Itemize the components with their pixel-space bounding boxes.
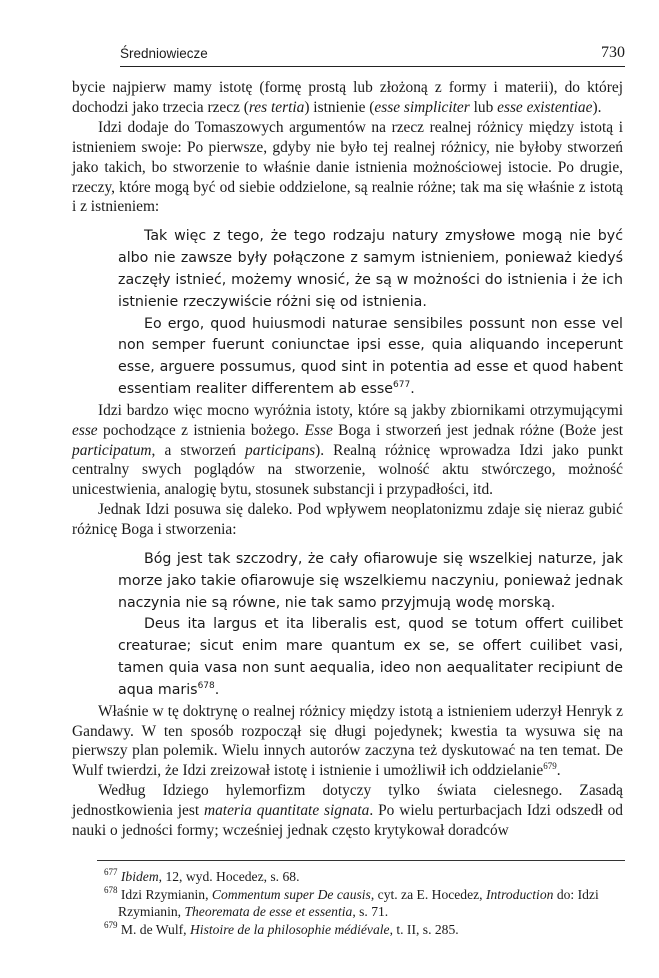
italic-term: res tertia [248, 98, 305, 116]
quote-polish [118, 549, 623, 614]
text-run: Deus ita largus et ita liberalis est, quod se totum offert cuilibet creaturae; sicut enim mare quantum ex se, se offert cuilibet vasi, tamen quia vasa non sunt aequalia, ideo non aequalitater recipiunt de aqua maris [118, 616, 623, 698]
paragraph [72, 401, 623, 501]
text-run: , s. 71. [352, 904, 389, 920]
text-run: , a stworzeń [151, 441, 245, 459]
quote-polish [118, 226, 623, 313]
text-run: , cyt. za E. Hocedez, [370, 886, 486, 902]
italic-term: Esse [304, 421, 333, 439]
footnote-number: 678 [104, 884, 118, 895]
text-run: ). Realną różnicę wprowadza Idzi jako punkt centralny swych poglądów na stworzenie, wolność aktu stwórczego, możność unicestwienia, analogię bytu, stosunek substancji i przypadłości, itd. [72, 441, 623, 499]
italic-term: esse simpliciter [374, 98, 470, 116]
italic-term: participans [245, 441, 316, 459]
paragraph [72, 78, 623, 118]
text-run: . Po wielu perturbacjach Idzi odszedł od nauki o jedności formy; wcześniej jednak często krytykował doradców [72, 802, 623, 840]
paragraph [72, 781, 623, 841]
italic-term: materia quantitate signata [204, 802, 370, 820]
text-run: Według Idziego hylemorfizm dotyczy tylko świata cielesnego. Zasadą jednostkowienia jest [72, 782, 623, 820]
text-run: Bóg jest tak szczodry, że cały ofiarowuje się wszelkiej naturze, jak morze jako takie ofiarowuje się wszelkiemu naczyniu, ponieważ jednak naczynia nie są równe, nie tak samo przyjmują wodę morską. [118, 551, 623, 611]
main-text [72, 78, 623, 841]
italic-term: Commentum super De causis [211, 886, 371, 902]
text-run: ). [592, 98, 602, 116]
footnote-ref[interactable]: 679 [543, 761, 557, 772]
italic-term: esse [72, 421, 98, 439]
italic-term: participatum [72, 441, 152, 459]
running-header [120, 44, 625, 67]
text-run: ) istnienie ( [304, 98, 375, 116]
footnote [104, 868, 624, 886]
quote-latin: Deus ita largus et ita liberalis est, quod se totum offert cuilibet creaturae; sicut enim mare quantum ex se, se offert cuilibet vasi, tamen quia vasa non sunt aequalia, ideo non aequalitater recipiunt de aqua maris$^{678}$. [118, 616, 623, 698]
text-run: Jednak Idzi posuwa się daleko. Pod wpływem neoplatonizmu zdaje się nieraz gubić różnicę Boga i stworzenia: [72, 501, 623, 539]
text-run: bycie najpierw mamy istotę (formę prostą lub złożoną z formy i materii), do której dochodzi jako trzecia rzecz ( [72, 79, 623, 116]
footnote-rule [97, 860, 625, 861]
footnotes [104, 868, 624, 938]
page-number: 730 [601, 44, 625, 61]
running-title: Średniowiecze [120, 46, 208, 61]
text-run: Tak więc z tego, że tego rodzaju natury zmysłowe mogą nie być albo nie zawsze były połączone z samym istnieniem, ponieważ kiedyś zaczęły istnieć, możemy wnosić, że są w możności do istnienia i że ich istnienie rzeczywiście różni się od istnienia. [118, 228, 623, 310]
text-run: lub [469, 98, 498, 116]
footnote [104, 886, 624, 921]
text-run: Idzi Rzymianin, [120, 886, 212, 902]
paragraph [72, 500, 623, 540]
footnote-number: 677 [104, 867, 118, 877]
text-run: Eo ergo, quod huiusmodi naturae sensibiles possunt non esse vel non semper fuerunt coniunctae ipsi esse, quia aliquando inceperunt esse, arguere possumus, quod sint in potentia ad esse et quod habent essentiam realiter differentem ab esse [118, 315, 623, 397]
italic-term: Ibidem [120, 869, 159, 884]
italic-term: Introduction [485, 886, 554, 902]
text-run: , 12, wyd. Hocedez, s. 68. [158, 869, 300, 884]
footnote-ref[interactable]: 678 [197, 680, 215, 691]
italic-term: Histoire de la philosophie médiévale [189, 921, 390, 937]
text-run: Właśnie w tę doktrynę o realnej różnicy między istotą a istnieniem uderzył Henryk z Gandawy. W ten sposób rozpoczął się długi pojedynek; kwestia ta wysuwa się na pierwszy plan polemik. Wielu innych autorów zaczyna też dyskutować na ten temat. De Wulf twierdzi, że Idzi zreizował istotę i istnienie i umożliwił ich oddzielanie [72, 702, 623, 780]
text-run: do: Idzi Rzymianin, [118, 886, 599, 920]
quote-latin: Eo ergo, quod huiusmodi naturae sensibiles possunt non esse vel non semper fuerunt coniunctae ipsi esse, quia aliquando inceperunt esse, arguere possumus, quod sint in potentia ad esse et quod habent essentiam realiter differentem ab esse$^{677}$. [118, 315, 623, 397]
italic-term: Theoremata de esse et essentia [184, 904, 353, 920]
footnote [104, 921, 624, 939]
text-run: Idzi dodaje do Tomaszowych argumentów na rzecz realnej różnicy między istotą i istnieniem swoje: Po pierwsze, gdyby nie było tej realnej różnicy, nie byłoby stworzeń jako takich, bo stworzenie to właśnie danie istnienia możnościowej istocie. Po drugie, rzeczy, które mogą być od siebie oddzielone, są realnie różne; tak ma się właśnie z istotą i z istnieniem: [72, 118, 623, 216]
italic-term: esse existentiae [497, 98, 593, 116]
text-run: M. de Wulf, [120, 921, 190, 937]
text-run: , t. II, s. 285. [389, 921, 459, 937]
paragraph: Właśnie w tę doktrynę o realnej różnicy między istotą a istnieniem uderzył Henryk z Gandawy. W ten sposób rozpoczął się długi pojedynek; kwestia ta wysuwa się na pierwszy plan polemik. Wielu innych autorów zaczyna też dyskutować na ten temat. De Wulf twierdzi, że Idzi zreizował istotę i istnienie i umożliwił ich oddzielanie$^{679}$. [72, 702, 623, 780]
text-run: Boga i stworzeń jest jednak różne (Boże jest [332, 421, 623, 439]
text-run: pochodzące z istnienia bożego. [97, 421, 305, 439]
text-run: Idzi bardzo więc mocno wyróżnia istoty, które są jakby zbiornikami otrzymującymi [98, 401, 623, 419]
paragraph [72, 118, 623, 218]
block-quote [118, 549, 623, 702]
block-quote [118, 226, 623, 400]
footnote-ref[interactable]: 677 [393, 379, 411, 390]
footnote-number: 679 [104, 919, 118, 930]
